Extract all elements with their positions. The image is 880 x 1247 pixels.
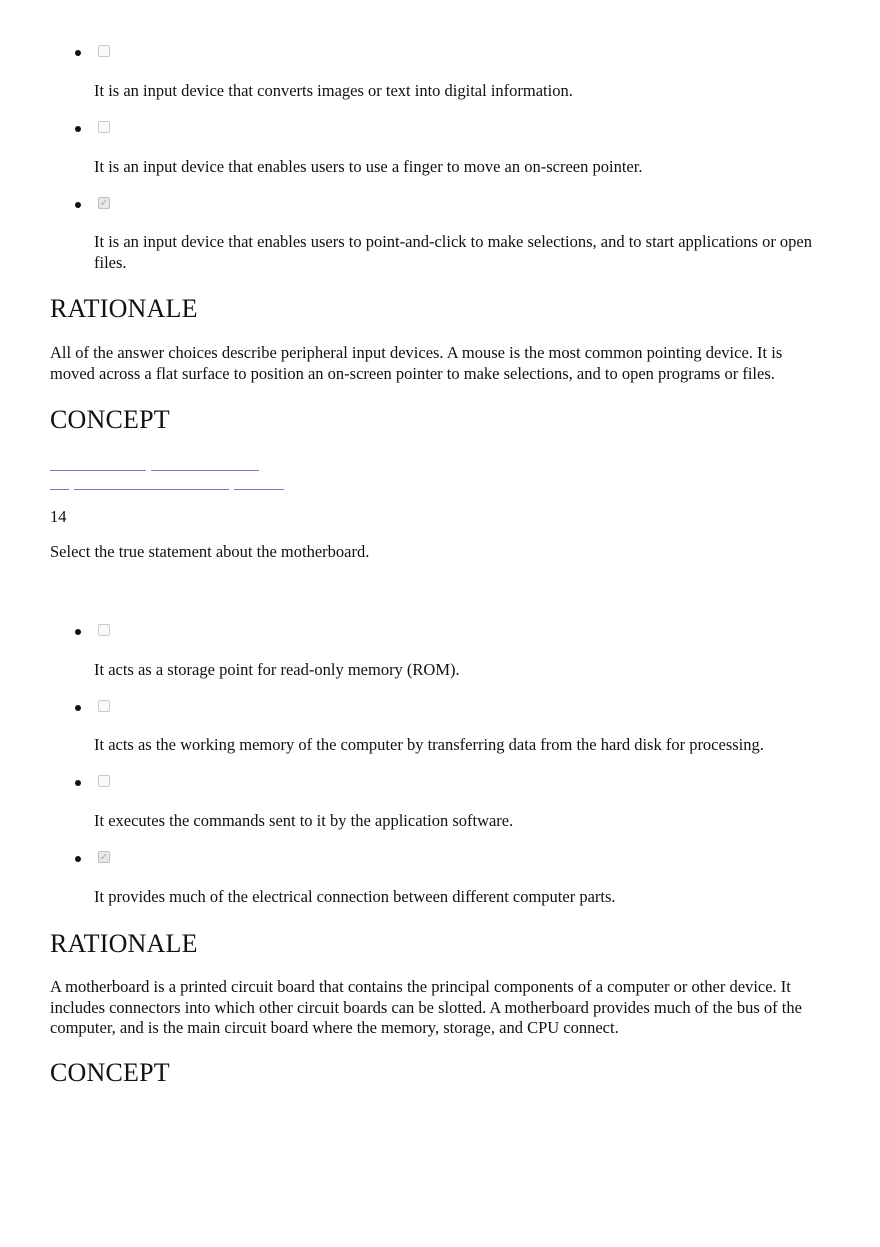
rationale-heading: RATIONALE bbox=[50, 294, 198, 323]
option-checkbox-3-checked[interactable] bbox=[98, 197, 110, 209]
question-prompt: Select the true statement about the motherboard. bbox=[50, 542, 370, 561]
bullet bbox=[75, 629, 81, 635]
option-text: It acts as a storage point for read-only memory (ROM). bbox=[94, 660, 460, 679]
concept-link[interactable] bbox=[50, 470, 146, 471]
option-checkbox-1[interactable] bbox=[98, 45, 110, 57]
rationale-heading: RATIONALE bbox=[50, 929, 198, 958]
bullet bbox=[75, 705, 81, 711]
option-text: It acts as the working memory of the computer by transferring data from the hard disk for processing. bbox=[94, 735, 764, 754]
option-text: It provides much of the electrical connection between different computer parts. bbox=[94, 887, 616, 906]
option-text: It executes the commands sent to it by the application software. bbox=[94, 811, 514, 830]
bullet bbox=[75, 202, 81, 208]
question-number: 14 bbox=[50, 507, 67, 526]
concept-heading: CONCEPT bbox=[50, 405, 170, 434]
concept-link[interactable] bbox=[50, 489, 69, 490]
concept-heading: CONCEPT bbox=[50, 1058, 170, 1087]
bullet bbox=[75, 126, 81, 132]
checkmark-icon: ✓ bbox=[99, 852, 109, 863]
option-checkbox-3[interactable] bbox=[98, 775, 110, 787]
rationale-text: All of the answer choices describe peripheral input devices. A mouse is the most common pointing device. It is moved across a flat surface to position an on-screen pointer to make selections, and to open programs or files. bbox=[50, 343, 783, 383]
concept-link[interactable] bbox=[151, 470, 259, 471]
checkmark-icon: ✓ bbox=[99, 198, 109, 209]
bullet bbox=[75, 50, 81, 56]
option-checkbox-1[interactable] bbox=[98, 624, 110, 636]
bullet bbox=[75, 856, 81, 862]
concept-link[interactable] bbox=[74, 489, 229, 490]
option-checkbox-2[interactable] bbox=[98, 121, 110, 133]
option-checkbox-4-checked[interactable] bbox=[98, 851, 110, 863]
concept-link[interactable] bbox=[234, 489, 284, 490]
option-text: It is an input device that converts images or text into digital information. bbox=[94, 81, 573, 100]
option-text: It is an input device that enables users to use a finger to move an on-screen pointer. bbox=[94, 157, 643, 176]
option-text: It is an input device that enables users to point-and-click to make selections, and to start applications or open files. bbox=[94, 232, 813, 272]
option-checkbox-2[interactable] bbox=[98, 700, 110, 712]
rationale-text: A motherboard is a printed circuit board that contains the principal components of a computer or other device. It includes connectors into which other circuit boards can be slotted. A motherboard provides much of the bus of the computer, and is the main circuit board where the memory, storage, and CPU connect. bbox=[50, 977, 802, 1037]
bullet bbox=[75, 780, 81, 786]
